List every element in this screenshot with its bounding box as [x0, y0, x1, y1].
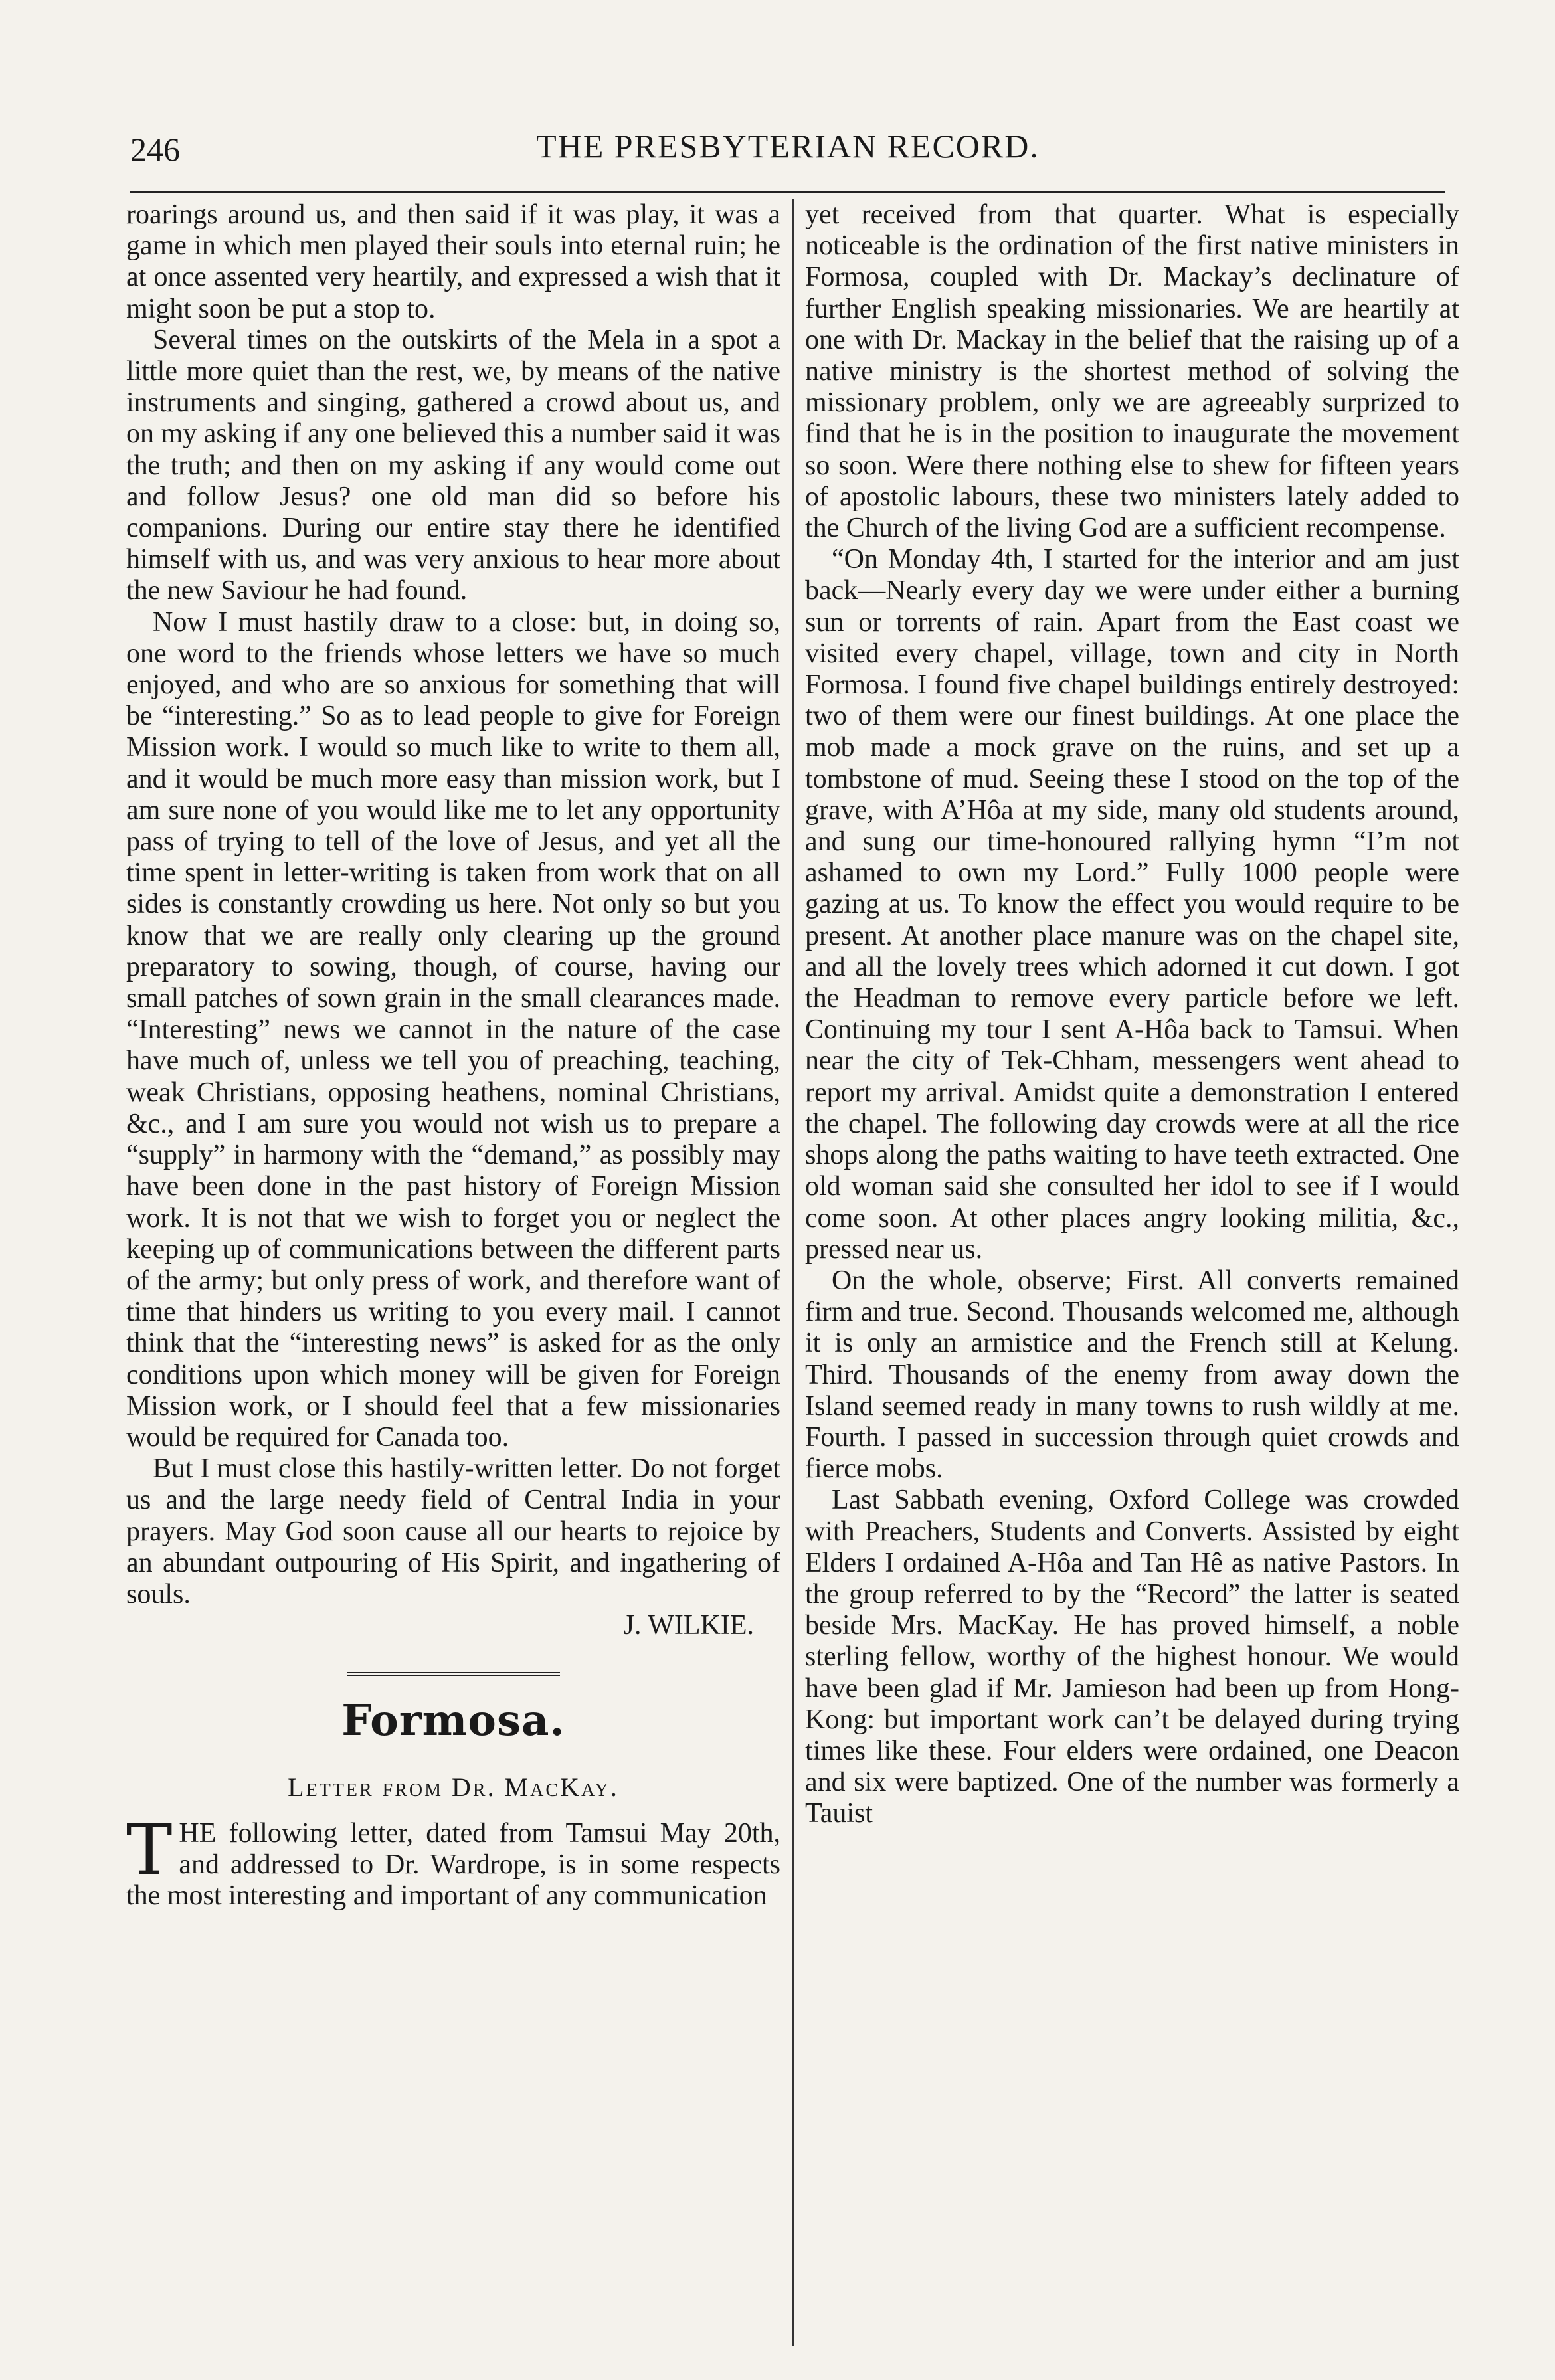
running-head: THE PRESBYTERIAN RECORD.: [536, 128, 1040, 165]
header-rule: [130, 191, 1445, 193]
paragraph: On the whole, observe; First. All converts remained firm and true. Second. Thousands welcomed me, although it is only an armistice and the French still at Kelung. Third. Thousands of the enemy from away down the Island seemed ready in many towns to rush wildly at me. Fourth. I passed in succession through quiet crowds and fierce mobs.: [805, 1265, 1459, 1485]
section-divider: [347, 1671, 560, 1676]
paragraph: Last Sabbath evening, Oxford College was crowded with Preachers, Students and Converts. Assisted by eight Elders I ordained A-Hôa and Tan Hê as native Pastors. In the group referred to by the “Record” the latter is seated beside Mrs. MacKay. He has proved himself, a noble sterling fellow, worthy of the highest honour. We would have been glad if Mr. Jamieson had been up from Hong-Kong: but important work can’t be delayed during trying times like these. Four elders were ordained, one Deacon and six were baptized. One of the number was formerly a Tauist: [805, 1485, 1459, 1829]
right-column: [805, 199, 1459, 2345]
section-heading: Formosa.: [341, 1696, 565, 1746]
opening-text: HE following letter, dated from Tamsui May 20th, and addressed to Dr. Wardrope, is in some respects the most interesting and important of any communication: [126, 1817, 780, 1911]
page-header: [130, 123, 1445, 176]
signature: J. WILKIE.: [623, 1610, 754, 1641]
letter-subheading: Letter from Dr. MacKay.: [288, 1772, 619, 1803]
opening-paragraph: [126, 1809, 780, 1912]
left-column: [126, 199, 780, 2345]
column-divider: [792, 199, 794, 2346]
paragraph: Several times on the outskirts of the Mela in a spot a little more quiet than the rest, we, by means of the native instruments and singing, gathered a crowd about us, and on my asking if any one believed this a number said it was the truth; and then on my asking if any would come out and follow Jesus? one old man did so before his companions. During our entire stay there he identified himself with us, and was very anxious to hear more about the new Saviour he had found.: [126, 324, 780, 606]
paragraph: But I must close this hastily-written letter. Do not forget us and the large needy field of Central India in your prayers. May God soon cause all our hearts to rejoice by an abundant outpouring of His Spirit, and ingathering of souls.: [126, 1453, 780, 1609]
paragraph: “On Monday 4th, I started for the interior and am just back—Nearly every day we were under either a burning sun or torrents of rain. Apart from the East coast we visited every chapel, village, town and city in North Formosa. I found five chapel buildings entirely destroyed: two of them were our finest buildings. At one place the mob made a mock grave on the ruins, and set up a tombstone of mud. Seeing these I stood on the top of the grave, with A’Hôa at my side, many old students around, and sung our time-honoured rallying hymn “I’m not ashamed to own my Lord.” Fully 1000 people were gazing at us. To know the effect you would require to be present. At another place manure was on the chapel site, and all the lovely trees which adorned it cut down. I got the Headman to remove every particle before we left. Continuing my tour I sent A-Hôa back to Tamsui. When near the city of Tek-Chham, messengers went ahead to report my arrival. Amidst quite a demonstration I entered the chapel. The following day crowds were at all the rice shops along the paths waiting to have teeth extracted. One old woman said she consulted her idol to see if I would come soon. At other places angry looking militia, &c., pressed near us.: [805, 544, 1459, 1265]
paragraph: roarings around us, and then said if it was play, it was a game in which men played their souls into eternal ruin; he at once assented very heartily, and expressed a wish that it might soon be put a stop to.: [126, 199, 780, 324]
paragraph: yet received from that quarter. What is especially noticeable is the ordination of the first native ministers in Formosa, coupled with Dr. Mackay’s declinature of further English speaking missionaries. We are heartily at one with Dr. Mackay in the belief that the raising up of a native ministry is the shortest method of solving the missionary problem, only we are agreeably surprized to find that he is in the position to inaugurate the movement so soon. Were there nothing else to shew for fifteen years of apostolic labours, these two ministers lately added to the Church of the living God are a sufficient recompense.: [805, 199, 1459, 544]
paragraph: Now I must hastily draw to a close: but, in doing so, one word to the friends whose letters we have so much enjoyed, and who are so anxious for something that will be “interesting.” So as to lead people to give for Foreign Mission work. I would so much like to write to them all, and it would be much more easy than mission work, but I am sure none of you would like me to let any opportunity pass of trying to tell of the love of Jesus, and yet all the time spent in letter-writing is taken from work that on all sides is constantly crowding us here. Not only so but you know that we are really only clearing up the ground preparatory to sowing, though, of course, having our small patches of sown grain in the small clearances made. “Interesting” news we cannot in the nature of the case have much of, unless we tell you of preaching, teaching, weak Christians, opposing heathens, nominal Christians, &c., and I am sure you would not wish us to prepare a “supply” in harmony with the “demand,” as possibly may have been done in the past history of Foreign Mission work. It is not that we wish to forget you or neglect the keeping up of communications between the different parts of the army; but only press of work, and therefore want of time that hinders us writing to you every mail. I cannot think that the “interesting news” is asked for as the only conditions upon which money will be given for Foreign Mission work, or I should feel that a few missionaries would be required for Canada too.: [126, 606, 780, 1453]
page-number: 246: [130, 131, 180, 168]
drop-cap: T: [126, 1809, 173, 1890]
